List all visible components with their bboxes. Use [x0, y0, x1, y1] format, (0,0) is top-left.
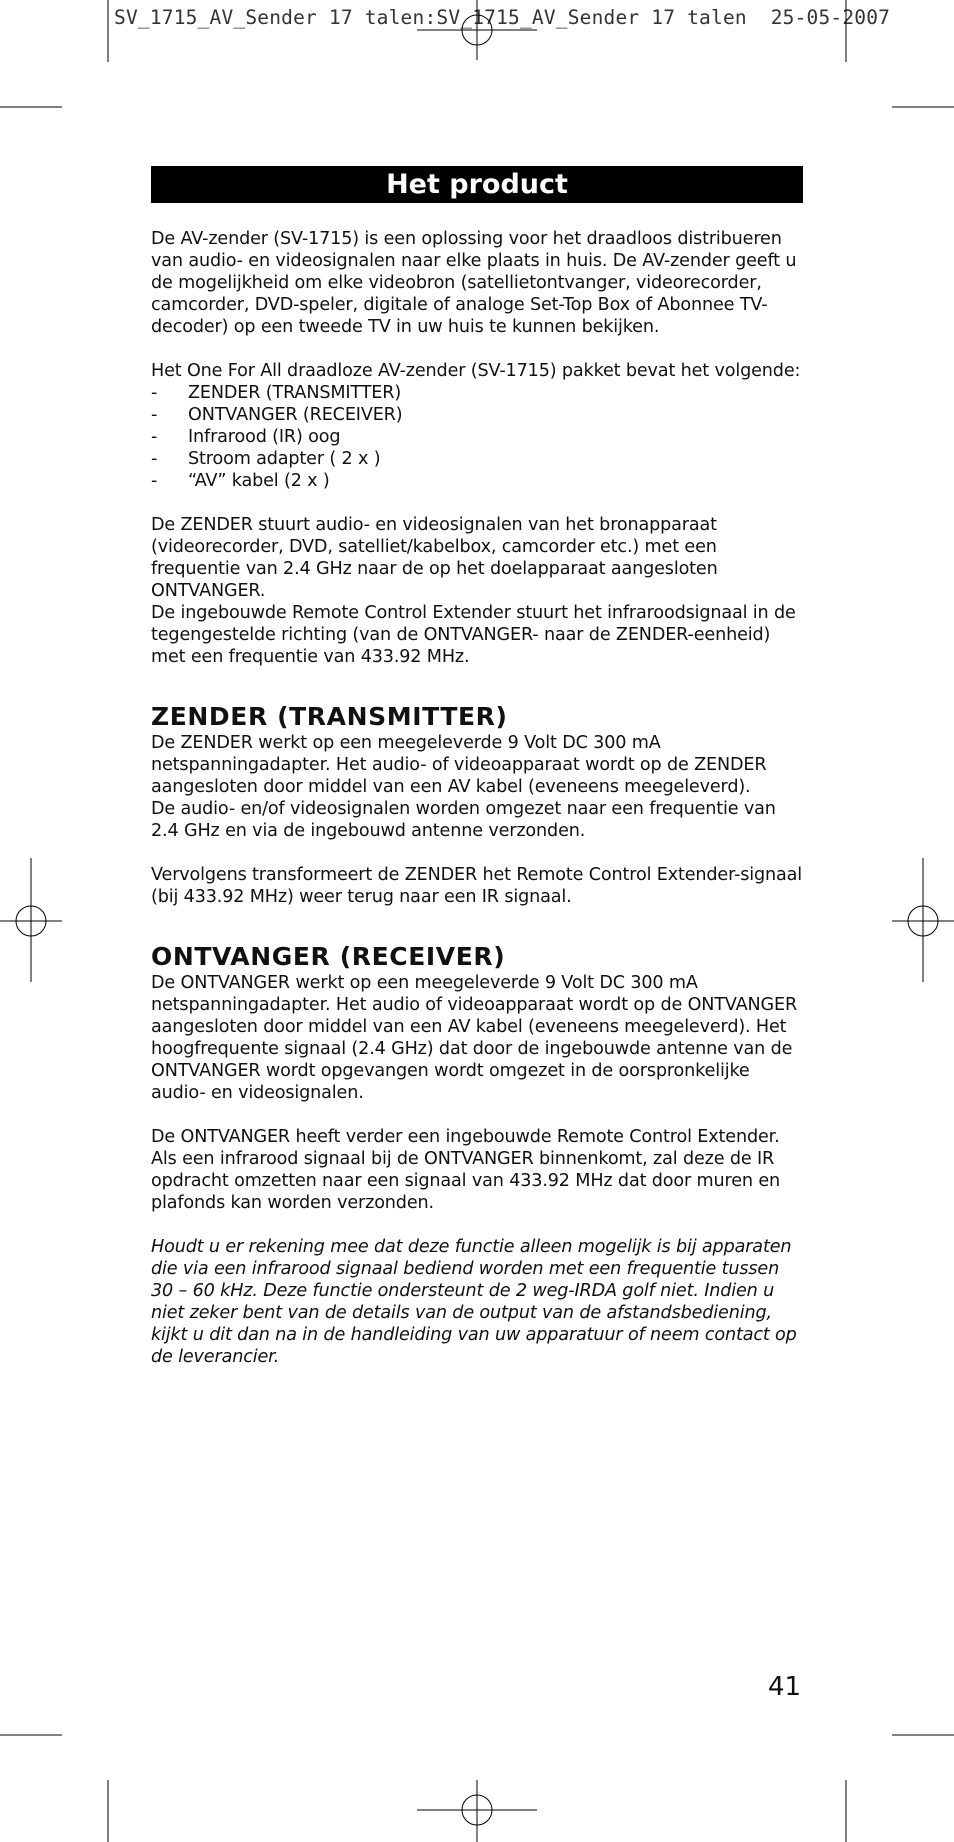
- print-slug-header: SV_1715_AV_Sender 17 talen:SV_1715_AV_Sender 17 talen 25-05-2007: [114, 6, 891, 29]
- ontvanger-heading: ONTVANGER (RECEIVER): [151, 942, 506, 971]
- ontvanger-paragraph: De ONTVANGER werkt op een meegeleverde 9 Volt DC 300 mA netspanningadapter. Het audio of videoapparaat wordt op de ONTVANGER aangesloten door middel van een AV kabel (eveneens meegeleverd). Het hoogfrequente signaal (2.4 GHz) dat door de ingebouwde antenne van de ONTVANGER wordt opgevangen wordt omgezet in de oorspronkelijke audio- en videosignalen.: [151, 973, 798, 1103]
- signal-description: De ZENDER stuurt audio- en videosignalen van het bronapparaat (videorecorder, DVD, satelliet/kabelbox, camcorder etc.) met een frequentie van 2.4 GHz naar de op het doelapparaat aangesloten ONTVANGER.: [151, 515, 718, 601]
- list-item: - ONTVANGER (RECEIVER): [151, 405, 403, 425]
- zender-paragraph: Vervolgens transformeert de ZENDER het Remote Control Extender-signaal (bij 433.92 MHz) weer terug naar een IR signaal.: [151, 865, 803, 907]
- section-title-bar: Het product: [151, 166, 803, 203]
- page-content: [151, 166, 803, 1368]
- list-item: - ZENDER (TRANSMITTER): [151, 383, 402, 403]
- registration-mark-top: [417, 0, 537, 60]
- list-item: - Stroom adapter ( 2 x ): [151, 449, 381, 469]
- list-item: - “AV” kabel (2 x ): [151, 471, 330, 491]
- zender-heading: ZENDER (TRANSMITTER): [151, 702, 508, 731]
- intro-paragraph: De AV-zender (SV-1715) is een oplossing voor het draadloos distribueren van audio- en videosignalen naar elke plaats in huis. De AV-zender geeft u de mogelijkheid om elke videobron (satellietontvanger, videorecorder, camcorder, DVD-speler, digitale of analoge Set-Top Box of Abonnee TV-decoder) op een tweede TV in uw huis te kunnen bekijken.: [151, 229, 797, 337]
- registration-mark-left: [0, 858, 62, 982]
- zender-paragraph: De audio- en/of videosignalen worden omgezet naar een frequentie van 2.4 GHz en via de ingebouwd antenne verzonden.: [151, 799, 776, 841]
- registration-mark-right: [892, 858, 954, 982]
- page-number: 41: [768, 1672, 802, 1702]
- package-contents-intro: Het One For All draadloze AV-zender (SV-1715) pakket bevat het volgende:: [151, 361, 801, 381]
- ontvanger-paragraph: De ONTVANGER heeft verder een ingebouwde Remote Control Extender. Als een infrarood signaal bij de ONTVANGER binnenkomt, zal deze de IR opdracht omzetten naar een signaal van 433.92 MHz dat door muren en plafonds kan worden verzonden.: [151, 1127, 781, 1213]
- extender-description: De ingebouwde Remote Control Extender stuurt het infraroodsignaal in de tegengestelde richting (van de ONTVANGER- naar de ZENDER-eenheid) met een frequentie van 433.92 MHz.: [151, 603, 796, 667]
- zender-paragraph: De ZENDER werkt op een meegeleverde 9 Volt DC 300 mA netspanningadapter. Het audio- of videoapparaat wordt op de ZENDER aangesloten door middel van een AV kabel (eveneens meegeleverd).: [151, 733, 767, 797]
- package-contents-list: [151, 382, 803, 492]
- ontvanger-note: Houdt u er rekening mee dat deze functie alleen mogelijk is bij apparaten die via een infrarood signaal bediend worden met een frequentie tussen 30 – 60 kHz. Deze functie ondersteunt de 2 weg-IRDA golf niet. Indien u niet zeker bent van de details van de output van de afstandsbediening, kijkt u dit dan na in de handleiding van uw apparatuur of neem contact op de leverancier.: [151, 1237, 797, 1367]
- list-item: - Infrarood (IR) oog: [151, 427, 341, 447]
- registration-mark-bottom: [417, 1780, 537, 1842]
